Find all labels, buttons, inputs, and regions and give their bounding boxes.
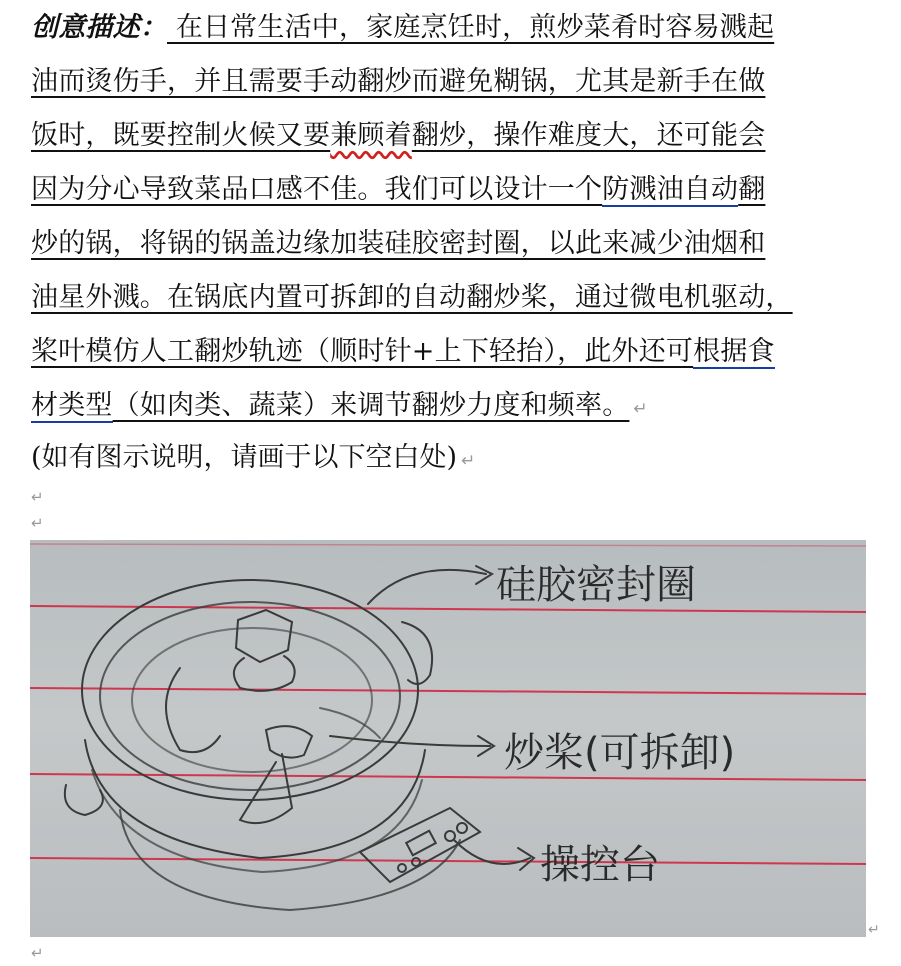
line-text: 在日常生活中，家庭烹饪时，煎炒菜肴时容易溅起	[167, 12, 775, 43]
grammar-flagged-text: 防溅油自动	[602, 174, 739, 205]
line-text: 翻炒，操作难度大，还可能会	[411, 120, 766, 151]
paragraph-mark: ↵	[461, 451, 476, 471]
paragraph-mark: ↵	[868, 922, 880, 938]
lid-knob	[236, 610, 292, 662]
annotation-paddle: 炒桨(可拆卸)	[504, 730, 736, 776]
arrow-seal	[368, 570, 486, 604]
description-line-7	[31, 332, 867, 386]
description-line-8	[31, 386, 867, 440]
description-line-5	[31, 224, 867, 278]
description-line-6	[31, 278, 867, 332]
control-panel	[360, 808, 480, 882]
paragraph-mark: ↵	[633, 399, 648, 419]
empty-paragraph-mark: ↵	[31, 514, 44, 532]
line-text: 桨叶模仿人工翻炒轨迹（顺时针+上下轻抬），此外还可	[31, 336, 694, 367]
line-text: 翻	[738, 174, 766, 205]
grammar-flagged-text: 材类型	[31, 390, 113, 421]
line-text: 因为分心导致菜品口感不佳。我们可以设计一个	[31, 174, 603, 205]
annotation-control: 操控台	[540, 842, 660, 888]
empty-paragraph-mark: ↵	[31, 488, 44, 506]
hint-text: (如有图示说明，请画于以下空白处)	[31, 442, 458, 473]
drawing-hint	[31, 438, 475, 481]
description-line-3	[31, 116, 867, 170]
paddle-knob	[266, 726, 312, 757]
description-paragraph	[31, 8, 867, 440]
line-text: 炒的锅，将锅的锅盖边缘加装硅胶密封圈，以此来减少油烟和	[31, 228, 766, 259]
pan-sketch-drawing	[30, 540, 866, 937]
line-text: （如肉类、蔬菜）来调节翻炒力度和频率。	[112, 390, 630, 421]
description-label: 创意描述：	[31, 12, 167, 43]
empty-paragraph-mark: ↵	[31, 944, 44, 962]
line-text: 油星外溅。在锅底内置可拆卸的自动翻炒桨，通过微电机驱动，	[31, 282, 793, 313]
description-line-4	[31, 170, 867, 224]
spellcheck-flagged-text: 兼顾着	[330, 120, 412, 151]
description-line-1	[31, 8, 867, 62]
grammar-flagged-text: 根据食	[693, 336, 775, 367]
sketch-photo	[30, 540, 866, 937]
line-text: 饭时，既要控制火候又要	[31, 120, 331, 151]
annotation-seal: 硅胶密封圈	[496, 562, 696, 608]
ruled-lines	[30, 606, 866, 864]
description-line-2	[31, 62, 867, 116]
line-text: 油而烫伤手，并且需要手动翻炒而避免糊锅，尤其是新手在做	[31, 66, 766, 97]
